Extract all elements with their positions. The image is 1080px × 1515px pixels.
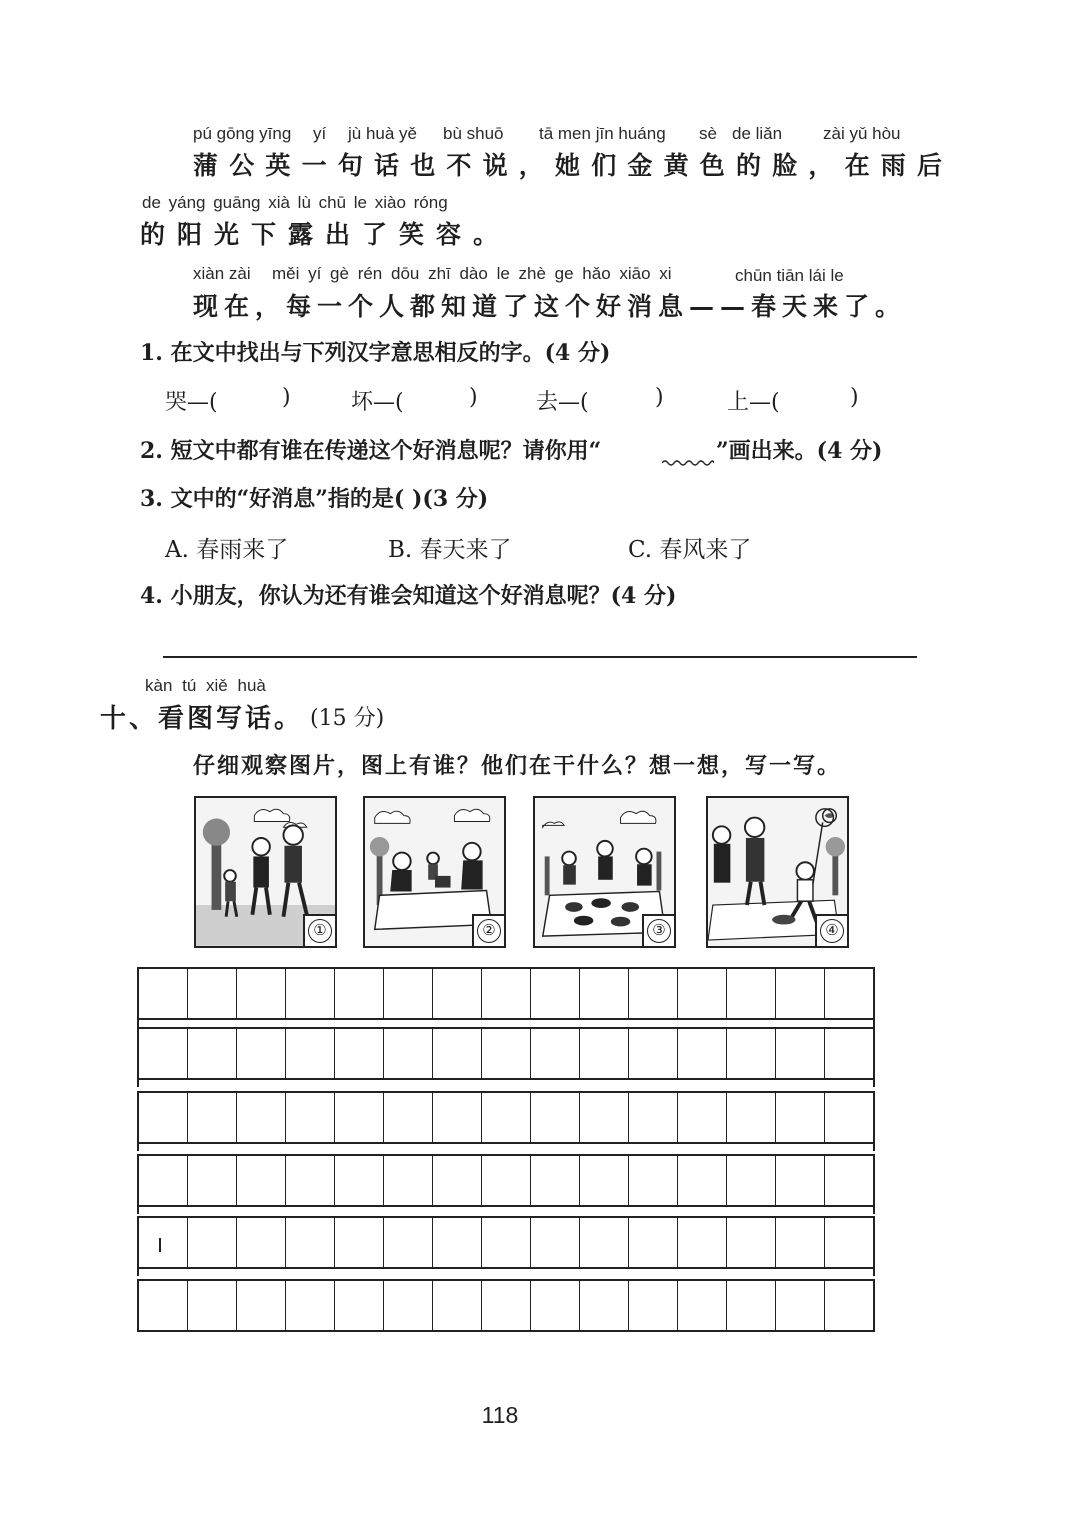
grid-cell[interactable] — [188, 1218, 237, 1267]
grid-cell[interactable] — [433, 1156, 482, 1205]
grid-cell[interactable] — [580, 969, 629, 1018]
writing-grid-row-1[interactable] — [137, 967, 875, 1020]
grid-row-gap — [137, 1144, 875, 1151]
grid-cell[interactable] — [188, 969, 237, 1018]
grid-cell[interactable] — [482, 969, 531, 1018]
q1-close-paren: ) — [282, 385, 291, 410]
grid-cell[interactable] — [776, 1281, 825, 1330]
writing-grid-row-5[interactable] — [137, 1216, 875, 1269]
pinyin-pu-gong-ying: pú gōng yīng — [193, 124, 292, 143]
writing-grid-row-4[interactable] — [137, 1154, 875, 1207]
section-10-pinyin: kàn tú xiě huà — [145, 676, 266, 695]
q1-close-paren: ) — [655, 385, 664, 410]
grid-cell[interactable] — [139, 1281, 188, 1330]
grid-cell[interactable] — [580, 1218, 629, 1267]
question-3-title: 3. 文中的“好消息”指的是( )(3 分) — [140, 486, 489, 512]
grid-cell[interactable] — [384, 969, 433, 1018]
pinyin-de-lian: de liǎn — [732, 124, 783, 143]
grid-cell[interactable] — [384, 1218, 433, 1267]
page-number: 118 — [481, 1402, 519, 1428]
grid-cell[interactable] — [286, 1029, 335, 1078]
grid-cell[interactable] — [580, 1029, 629, 1078]
passage-line-1: 蒲公英一句话也不说，她们金黄色的脸，在雨后 — [193, 151, 954, 180]
grid-cell[interactable] — [237, 969, 286, 1018]
grid-row-gap — [137, 1020, 875, 1027]
picture-2-number: ② — [477, 919, 501, 943]
grid-cell[interactable] — [237, 1156, 286, 1205]
pinyin-chun-tian-lai-le: chūn tiān lái le — [735, 266, 844, 285]
pinyin-ta-men-jin-huang: tā men jīn huáng — [539, 124, 666, 143]
grid-cell[interactable] — [825, 1281, 873, 1330]
grid-cell[interactable] — [727, 1218, 776, 1267]
grid-cell[interactable] — [335, 1281, 384, 1330]
grid-cell[interactable] — [384, 1156, 433, 1205]
grid-cell[interactable] — [433, 969, 482, 1018]
pinyin-line-3-middle: měi yí gè rén dōu zhī dào le zhè ge hǎo xiāo xi — [272, 264, 672, 283]
grid-cell[interactable] — [335, 1156, 384, 1205]
grid-cell[interactable] — [286, 1156, 335, 1205]
pinyin-zai-yu-hou: zài yǔ hòu — [823, 124, 901, 143]
grid-cell[interactable] — [237, 1281, 286, 1330]
picture-2 — [363, 796, 506, 948]
picture-4 — [706, 796, 849, 948]
grid-cell[interactable] — [776, 1156, 825, 1205]
grid-cell[interactable] — [188, 1093, 237, 1142]
q1-close-paren: ) — [469, 385, 478, 410]
grid-cell[interactable] — [776, 1029, 825, 1078]
section-10-instruction: 仔细观察图片，图上有谁？他们在干什么？想一想，写一写。 — [193, 753, 842, 779]
question-2-text-before: 2. 短文中都有谁在传递这个好消息呢？请你用“ — [140, 438, 602, 464]
grid-cell[interactable] — [580, 1156, 629, 1205]
q1-item-shang: 上—( — [727, 390, 780, 415]
grid-row-gap — [137, 1269, 875, 1276]
pinyin-bu-shuo: bù shuō — [443, 124, 504, 143]
writing-grid-row-2[interactable] — [137, 1027, 875, 1080]
q1-item-ku: 哭—( — [165, 390, 218, 415]
grid-cell[interactable] — [188, 1281, 237, 1330]
picture-3 — [533, 796, 676, 948]
q1-close-paren: ) — [850, 385, 859, 410]
picture-4-number: ④ — [820, 919, 844, 943]
grid-cell[interactable] — [531, 1281, 580, 1330]
pinyin-ju-hua-ye: jù huà yě — [348, 124, 417, 143]
section-10-score: (15 分) — [310, 706, 385, 731]
grid-cell[interactable] — [629, 1156, 678, 1205]
grid-cell[interactable] — [825, 1029, 873, 1078]
grid-cell[interactable] — [237, 1093, 286, 1142]
grid-cell[interactable] — [286, 1093, 335, 1142]
grid-cell[interactable] — [384, 1281, 433, 1330]
grid-cell[interactable] — [139, 1218, 188, 1267]
picture-1 — [194, 796, 337, 948]
grid-cell[interactable] — [139, 969, 188, 1018]
grid-row-gap — [137, 1080, 875, 1087]
grid-cell[interactable] — [286, 1218, 335, 1267]
grid-cell[interactable] — [531, 1218, 580, 1267]
grid-cell[interactable] — [825, 1093, 873, 1142]
grid-cell[interactable] — [678, 1093, 727, 1142]
pinyin-xian-zai: xiàn zài — [193, 264, 251, 283]
pinyin-line-2: de yáng guāng xià lù chū le xiào róng — [142, 193, 448, 212]
grid-cell[interactable] — [727, 1281, 776, 1330]
q1-item-huai: 坏—( — [351, 390, 404, 415]
grid-cell[interactable] — [678, 969, 727, 1018]
grid-cell[interactable] — [482, 1218, 531, 1267]
grid-cell[interactable] — [678, 1218, 727, 1267]
wavy-underline-icon — [662, 458, 714, 468]
grid-cell[interactable] — [433, 1093, 482, 1142]
grid-cell[interactable] — [335, 1218, 384, 1267]
grid-cell[interactable] — [531, 969, 580, 1018]
question-1-title: 1. 在文中找出与下列汉字意思相反的字。(4 分) — [140, 340, 611, 366]
grid-cell[interactable] — [678, 1156, 727, 1205]
q3-option-c[interactable]: C. 春风来了 — [628, 537, 752, 563]
picture-1-number: ① — [308, 919, 332, 943]
passage-line-2: 的阳光下露出了笑容。 — [140, 220, 511, 249]
grid-cell[interactable] — [825, 1218, 873, 1267]
q1-item-qu: 去—( — [536, 390, 589, 415]
grid-cell[interactable] — [335, 969, 384, 1018]
writing-grid-row-6[interactable] — [137, 1279, 875, 1332]
grid-cell[interactable] — [482, 1281, 531, 1330]
grid-cell[interactable] — [139, 1093, 188, 1142]
grid-cell[interactable] — [139, 1156, 188, 1205]
grid-cell[interactable] — [629, 1029, 678, 1078]
grid-cell[interactable] — [629, 1093, 678, 1142]
grid-cell[interactable] — [531, 1156, 580, 1205]
grid-cell[interactable] — [531, 1093, 580, 1142]
question-2-text-after: ”画出来。(4 分) — [716, 438, 883, 464]
grid-cell[interactable] — [286, 969, 335, 1018]
grid-cell[interactable] — [678, 1029, 727, 1078]
grid-cell[interactable] — [139, 1029, 188, 1078]
grid-cell[interactable] — [384, 1093, 433, 1142]
grid-cell[interactable] — [433, 1218, 482, 1267]
grid-cell[interactable] — [678, 1281, 727, 1330]
passage-line-3: 现在，每一个人都知道了这个好消息——春天来了。 — [193, 292, 907, 321]
grid-cell[interactable] — [482, 1029, 531, 1078]
grid-cell[interactable] — [482, 1093, 531, 1142]
grid-cell[interactable] — [580, 1281, 629, 1330]
q4-answer-line[interactable] — [163, 656, 917, 658]
section-10-title: 十、看图写话。 — [100, 704, 304, 734]
grid-cell[interactable] — [776, 1218, 825, 1267]
grid-cell[interactable] — [531, 1029, 580, 1078]
grid-cell[interactable] — [825, 1156, 873, 1205]
grid-cell[interactable] — [727, 1029, 776, 1078]
grid-cell[interactable] — [727, 1156, 776, 1205]
grid-cell[interactable] — [776, 1093, 825, 1142]
grid-cell[interactable] — [237, 1218, 286, 1267]
grid-cell[interactable] — [629, 969, 678, 1018]
grid-cell[interactable] — [629, 1218, 678, 1267]
grid-cell[interactable] — [286, 1281, 335, 1330]
pencil-mark — [159, 1238, 161, 1252]
pinyin-se: sè — [699, 124, 717, 143]
question-4-title: 4. 小朋友，你认为还有谁会知道这个好消息呢？(4 分) — [140, 583, 677, 609]
grid-cell[interactable] — [237, 1029, 286, 1078]
q3-option-a[interactable]: A. 春雨来了 — [165, 537, 289, 563]
grid-cell[interactable] — [384, 1029, 433, 1078]
pinyin-yi: yí — [313, 124, 327, 143]
grid-cell[interactable] — [335, 1093, 384, 1142]
grid-row-gap — [137, 1207, 875, 1214]
grid-cell[interactable] — [629, 1281, 678, 1330]
grid-cell[interactable] — [433, 1029, 482, 1078]
grid-cell[interactable] — [433, 1281, 482, 1330]
grid-cell[interactable] — [580, 1093, 629, 1142]
grid-cell[interactable] — [727, 969, 776, 1018]
grid-cell[interactable] — [776, 969, 825, 1018]
q3-option-b[interactable]: B. 春天来了 — [388, 537, 512, 563]
grid-cell[interactable] — [825, 969, 873, 1018]
grid-cell[interactable] — [188, 1029, 237, 1078]
grid-cell[interactable] — [188, 1156, 237, 1205]
grid-cell[interactable] — [482, 1156, 531, 1205]
grid-cell[interactable] — [335, 1029, 384, 1078]
grid-cell[interactable] — [727, 1093, 776, 1142]
picture-3-number: ③ — [647, 919, 671, 943]
writing-grid-row-3[interactable] — [137, 1091, 875, 1144]
